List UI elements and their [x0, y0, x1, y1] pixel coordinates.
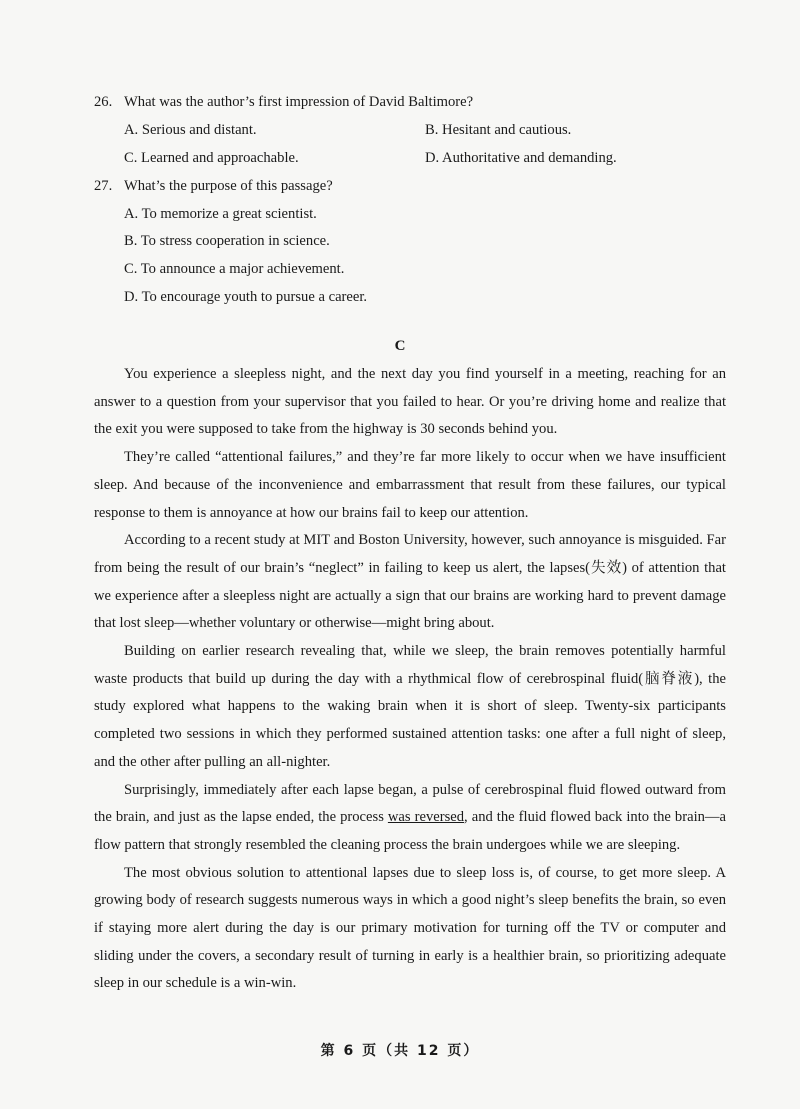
underlined-phrase: was reversed	[387, 809, 465, 826]
option-d: D. Authoritative and demanding.	[425, 150, 617, 166]
paragraph-5	[94, 777, 726, 860]
question-stem: What’s the purpose of this passage?	[124, 178, 333, 194]
paragraph-5-text-after: , and the fluid flowed back into the brain—a flow pattern that strongly resembled the cleaning process the brain undergoes while we are sleeping.	[94, 809, 726, 853]
option-c: C. To announce a major achievement.	[124, 261, 345, 277]
option-a: A. To memorize a great scientist.	[124, 206, 317, 222]
option-a: A. Serious and distant.	[124, 122, 257, 138]
passage	[94, 361, 726, 998]
option-b: B. To stress cooperation in science.	[124, 233, 330, 249]
question-number: 26.	[94, 94, 113, 110]
option-b: B. Hesitant and cautious.	[425, 122, 572, 138]
page-footer: 第 6 页（共 12 页）	[320, 1043, 480, 1059]
question-number: 27.	[94, 178, 113, 194]
paragraph-2: They’re called “attentional failures,” and they’re far more likely to occur when we have insufficient sleep. And because of the inconvenience and embarrassment that result from these failures, our typical response to them is annoyance at how our brains fail to keep our attention.	[94, 449, 726, 521]
paragraph-4: Building on earlier research revealing that, while we sleep, the brain removes potentially harmful waste products that build up during the day with a rhythmical flow of cerebrospinal fluid(脑脊液), the study explored what happens to the waking brain when it is short of sleep. Twenty-six participants completed two sessions in which they performed sustained attention tasks: one after a full night of sleep, and the other after pulling an all-nighter.	[94, 643, 726, 770]
paragraph-1: You experience a sleepless night, and the next day you find yourself in a meeting, reaching for an answer to a question from your supervisor that you failed to hear. Or you’re driving home and realize that the exit you were supposed to take from the highway is 30 seconds behind you.	[94, 366, 726, 438]
option-c: C. Learned and approachable.	[124, 150, 299, 166]
question-27	[94, 176, 333, 196]
option-d: D. To encourage youth to pursue a career.	[124, 289, 368, 305]
paragraph-6: The most obvious solution to attentional lapses due to sleep loss is, of course, to get more sleep. A growing body of research suggests numerous ways in which a good night’s sleep benefits the brain, so even if staying more alert during the day is our primary motivation for turning off the TV or computer and sliding under the covers, a secondary result of turning in early is a healthier brain, so prioritizing adequate sleep in our schedule is a win-win.	[94, 864, 726, 992]
question-stem: What was the author’s first impression of David Baltimore?	[124, 94, 474, 110]
paragraph-5-text-before: Surprisingly, immediately after each lapse began, a pulse of cerebrospinal fluid flowed outward from the brain, and just as the lapse ended, the process	[94, 781, 726, 826]
section-title: C	[394, 338, 406, 354]
question-26	[94, 92, 473, 112]
paragraph-3: According to a recent study at MIT and Boston University, however, such annoyance is misguided. Far from being the result of our brain’s “neglect” in failing to keep us alert, the lapses(失效) of attention that we experience after a sleepless night are actually a sign that our brains are working hard to prevent damage that lost sleep—whether voluntary or otherwise—might bring about.	[94, 532, 726, 632]
